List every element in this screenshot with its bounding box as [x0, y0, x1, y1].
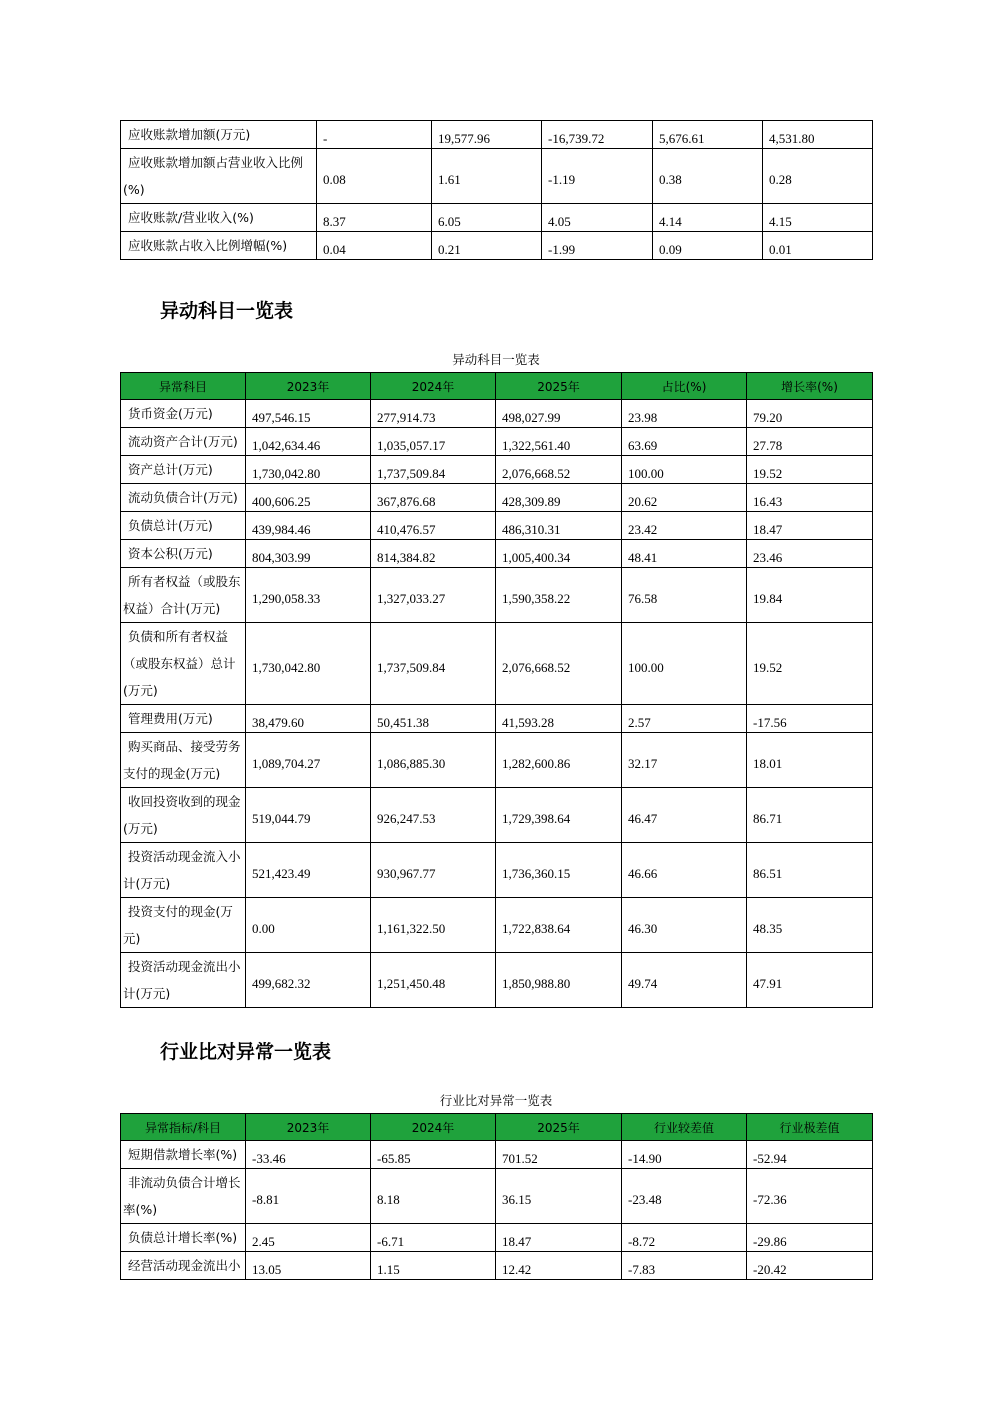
column-header: 2023年	[246, 1114, 371, 1141]
table-caption-abnormal-items: 异动科目一览表	[452, 352, 540, 367]
cell-value: 23.42	[622, 512, 747, 540]
row-label: 流动资产合计(万元)	[121, 428, 246, 456]
cell-value: -	[317, 121, 432, 149]
cell-value: 499,682.32	[246, 953, 371, 1008]
cell-value: 86.51	[747, 843, 873, 898]
row-label: 投资活动现金流出小计(万元)	[121, 953, 246, 1008]
row-label: 收回投资收到的现金(万元)	[121, 788, 246, 843]
cell-value: 1,327,033.27	[371, 568, 496, 623]
cell-value: 1,737,509.84	[371, 623, 496, 705]
cell-value: 23.46	[747, 540, 873, 568]
cell-value: 23.98	[622, 400, 747, 428]
cell-value: 41,593.28	[496, 705, 622, 733]
table-row	[121, 428, 873, 456]
abnormal-items-table	[120, 372, 873, 1008]
column-header: 异常指标/科目	[121, 1114, 246, 1141]
cell-value: 4.14	[653, 204, 763, 232]
cell-value: 4,531.80	[763, 121, 873, 149]
cell-value: 400,606.25	[246, 484, 371, 512]
column-header: 2024年	[371, 1114, 496, 1141]
row-label: 非流动负债合计增长率(%)	[121, 1169, 246, 1224]
cell-value: -14.90	[622, 1141, 747, 1169]
cell-value: 1,737,509.84	[371, 456, 496, 484]
cell-value: 47.91	[747, 953, 873, 1008]
cell-value: -65.85	[371, 1141, 496, 1169]
cell-value: 1,005,400.34	[496, 540, 622, 568]
row-label: 应收账款增加额占营业收入比例(%)	[121, 149, 317, 204]
cell-value: 701.52	[496, 1141, 622, 1169]
cell-value: 497,546.15	[246, 400, 371, 428]
cell-value: 1,089,704.27	[246, 733, 371, 788]
row-label: 流动负债合计(万元)	[121, 484, 246, 512]
cell-value: 86.71	[747, 788, 873, 843]
table-row	[121, 733, 873, 788]
cell-value: 50,451.38	[371, 705, 496, 733]
row-label: 应收账款/营业收入(%)	[121, 204, 317, 232]
table-row	[121, 843, 873, 898]
table-caption-industry-comparison: 行业比对异常一览表	[439, 1093, 553, 1108]
cell-value: 439,984.46	[246, 512, 371, 540]
row-label: 应收账款占收入比例增幅(%)	[121, 232, 317, 260]
column-header: 2023年	[246, 373, 371, 400]
cell-value: 1,730,042.80	[246, 456, 371, 484]
cell-value: 521,423.49	[246, 843, 371, 898]
receivables-table	[120, 120, 873, 260]
cell-value: -52.94	[747, 1141, 873, 1169]
cell-value: 0.01	[763, 232, 873, 260]
cell-value: 1,161,322.50	[371, 898, 496, 953]
cell-value: 1,590,358.22	[496, 568, 622, 623]
cell-value: 2,076,668.52	[496, 623, 622, 705]
cell-value: -20.42	[747, 1252, 873, 1280]
row-label: 经营活动现金流出小	[121, 1252, 246, 1280]
cell-value: 18.47	[747, 512, 873, 540]
cell-value: 27.78	[747, 428, 873, 456]
column-header: 2025年	[496, 1114, 622, 1141]
cell-value: 12.42	[496, 1252, 622, 1280]
row-label: 管理费用(万元)	[121, 705, 246, 733]
row-label: 短期借款增长率(%)	[121, 1141, 246, 1169]
cell-value: 1,042,634.46	[246, 428, 371, 456]
cell-value: 32.17	[622, 733, 747, 788]
cell-value: 16.43	[747, 484, 873, 512]
cell-value: 48.41	[622, 540, 747, 568]
table-row	[121, 705, 873, 733]
row-label: 所有者权益（或股东权益）合计(万元)	[121, 568, 246, 623]
cell-value: 1,322,561.40	[496, 428, 622, 456]
cell-value: 8.18	[371, 1169, 496, 1224]
cell-value: -1.99	[542, 232, 653, 260]
cell-value: -7.83	[622, 1252, 747, 1280]
column-header: 异常科目	[121, 373, 246, 400]
cell-value: 410,476.57	[371, 512, 496, 540]
cell-value: 277,914.73	[371, 400, 496, 428]
cell-value: 19,577.96	[432, 121, 542, 149]
row-label: 资本公积(万元)	[121, 540, 246, 568]
column-header: 行业极差值	[747, 1114, 873, 1141]
cell-value: 100.00	[622, 623, 747, 705]
cell-value: 8.37	[317, 204, 432, 232]
cell-value: 20.62	[622, 484, 747, 512]
industry-comparison-table	[120, 1113, 873, 1280]
cell-value: 46.30	[622, 898, 747, 953]
cell-value: 926,247.53	[371, 788, 496, 843]
table-row	[121, 512, 873, 540]
cell-value: 4.15	[763, 204, 873, 232]
column-header: 行业较差值	[622, 1114, 747, 1141]
cell-value: 63.69	[622, 428, 747, 456]
cell-value: -8.72	[622, 1224, 747, 1252]
row-label: 负债总计(万元)	[121, 512, 246, 540]
cell-value: -72.36	[747, 1169, 873, 1224]
cell-value: 930,967.77	[371, 843, 496, 898]
table-row	[121, 1252, 873, 1280]
cell-value: 1.61	[432, 149, 542, 204]
cell-value: 46.47	[622, 788, 747, 843]
table-row	[121, 204, 873, 232]
cell-value: 1.15	[371, 1252, 496, 1280]
table-row	[121, 1224, 873, 1252]
cell-value: 46.66	[622, 843, 747, 898]
table-row	[121, 898, 873, 953]
column-header: 增长率(%)	[747, 373, 873, 400]
table-row	[121, 232, 873, 260]
table-row	[121, 623, 873, 705]
table-row	[121, 149, 873, 204]
cell-value: -29.86	[747, 1224, 873, 1252]
column-header: 2024年	[371, 373, 496, 400]
row-label: 负债总计增长率(%)	[121, 1224, 246, 1252]
cell-value: 0.28	[763, 149, 873, 204]
cell-value: 19.52	[747, 623, 873, 705]
cell-value: 1,729,398.64	[496, 788, 622, 843]
row-label: 投资支付的现金(万元)	[121, 898, 246, 953]
cell-value: 0.04	[317, 232, 432, 260]
cell-value: 1,736,360.15	[496, 843, 622, 898]
cell-value: 486,310.31	[496, 512, 622, 540]
cell-value: 1,251,450.48	[371, 953, 496, 1008]
cell-value: 1,730,042.80	[246, 623, 371, 705]
cell-value: 18.47	[496, 1224, 622, 1252]
table-row	[121, 788, 873, 843]
table-row	[121, 1169, 873, 1224]
cell-value: 2.45	[246, 1224, 371, 1252]
cell-value: 804,303.99	[246, 540, 371, 568]
table-row	[121, 400, 873, 428]
table-row	[121, 540, 873, 568]
cell-value: 19.84	[747, 568, 873, 623]
column-header: 占比(%)	[622, 373, 747, 400]
cell-value: 814,384.82	[371, 540, 496, 568]
cell-value: 2.57	[622, 705, 747, 733]
cell-value: 2,076,668.52	[496, 456, 622, 484]
cell-value: -6.71	[371, 1224, 496, 1252]
cell-value: 367,876.68	[371, 484, 496, 512]
table-row	[121, 1141, 873, 1169]
cell-value: 498,027.99	[496, 400, 622, 428]
cell-value: 79.20	[747, 400, 873, 428]
cell-value: -8.81	[246, 1169, 371, 1224]
row-label: 投资活动现金流入小计(万元)	[121, 843, 246, 898]
cell-value: 0.38	[653, 149, 763, 204]
row-label: 购买商品、接受劳务支付的现金(万元)	[121, 733, 246, 788]
table-row	[121, 121, 873, 149]
table-row	[121, 456, 873, 484]
cell-value: 76.58	[622, 568, 747, 623]
table-row	[121, 953, 873, 1008]
row-label: 资产总计(万元)	[121, 456, 246, 484]
section-heading-industry-comparison: 行业比对异常一览表	[160, 1041, 332, 1063]
table-row	[121, 568, 873, 623]
section-heading-abnormal-items: 异动科目一览表	[160, 300, 294, 322]
cell-value: 1,290,058.33	[246, 568, 371, 623]
cell-value: 519,044.79	[246, 788, 371, 843]
cell-value: 0.09	[653, 232, 763, 260]
cell-value: 1,722,838.64	[496, 898, 622, 953]
cell-value: 428,309.89	[496, 484, 622, 512]
cell-value: 6.05	[432, 204, 542, 232]
cell-value: 48.35	[747, 898, 873, 953]
cell-value: 36.15	[496, 1169, 622, 1224]
cell-value: 4.05	[542, 204, 653, 232]
cell-value: 1,035,057.17	[371, 428, 496, 456]
cell-value: 5,676.61	[653, 121, 763, 149]
cell-value: 49.74	[622, 953, 747, 1008]
cell-value: 1,282,600.86	[496, 733, 622, 788]
cell-value: -16,739.72	[542, 121, 653, 149]
cell-value: 18.01	[747, 733, 873, 788]
table-row	[121, 484, 873, 512]
row-label: 应收账款增加额(万元)	[121, 121, 317, 149]
cell-value: -23.48	[622, 1169, 747, 1224]
cell-value: -33.46	[246, 1141, 371, 1169]
row-label: 负债和所有者权益（或股东权益）总计(万元)	[121, 623, 246, 705]
cell-value: 100.00	[622, 456, 747, 484]
cell-value: -17.56	[747, 705, 873, 733]
cell-value: 1,850,988.80	[496, 953, 622, 1008]
cell-value: -1.19	[542, 149, 653, 204]
cell-value: 0.08	[317, 149, 432, 204]
cell-value: 1,086,885.30	[371, 733, 496, 788]
row-label: 货币资金(万元)	[121, 400, 246, 428]
cell-value: 13.05	[246, 1252, 371, 1280]
cell-value: 0.21	[432, 232, 542, 260]
column-header: 2025年	[496, 373, 622, 400]
cell-value: 0.00	[246, 898, 371, 953]
cell-value: 19.52	[747, 456, 873, 484]
cell-value: 38,479.60	[246, 705, 371, 733]
